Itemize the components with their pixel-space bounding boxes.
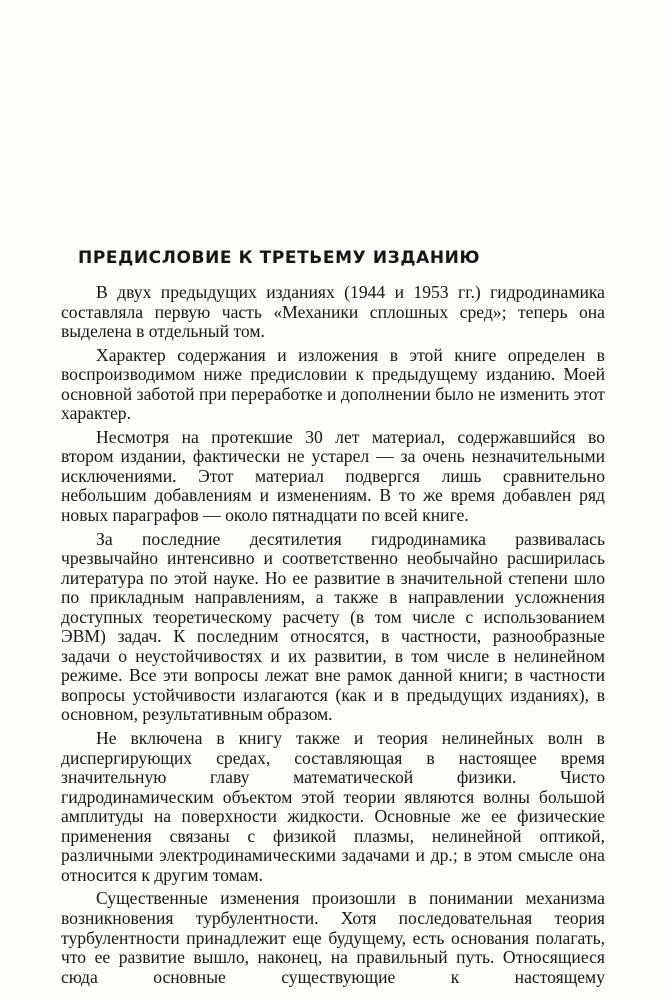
page-title: ПРЕДИСЛОВИЕ К ТРЕТЬЕМУ ИЗДАНИЮ <box>78 248 481 268</box>
paragraph-5: Не включена в книгу также и теория нелинейных волн в диспергирующих средах, составляющая в настоящее время значительную главу математической физики. Чисто гидродинамическим объектом этой теории являются волны большой амплитуды на поверхности жидкости. Основные же ее физические применения связаны с физикой плазмы, нелинейной оптикой, различными электродинамическими задачами и др.; в этом смысле она относится к другим томам. <box>61 728 605 885</box>
paragraph-3: Несмотря на протекшие 30 лет материал, содержавшийся во втором издании, фактически не устарел — за очень незначительными исключениями. Этот материал подвергся лишь сравнительно небольшим добавлениям и изменениям. В то же время добавлен ряд новых параграфов — около пятнадцати по всей книге. <box>61 426 605 526</box>
paragraph-1: В двух предыдущих изданиях (1944 и 1953 гг.) гидродинамика составляла первую часть «Механики сплошных сред»; теперь она выделена в отдельный том. <box>61 282 605 342</box>
paragraph-6: Существенные изменения произошли в понимании механизма возникновения турбулентности. Хотя последовательная теория турбулентности принадлежит еще будущему, есть основания полагать, что ее развитие вышло, наконец, на правильный путь. Относящиеся сюда основные существующие к настоящему <box>61 888 605 987</box>
preface-body <box>61 283 605 991</box>
paragraph-4: За последние десятилетия гидродинамика развивалась чрезвычайно интенсивно и соответственно необычайно расширилась литература по этой науке. Но ее развитие в значительной степени шло по прикладным направлениям, а также в направлении усложнения доступных теоретическому расчету (в том числе с использованием ЭВМ) задач. К последним относятся, в частности, разнообразные задачи о неустойчивостях и их развитии, в том числе в нелинейном режиме. Все эти вопросы лежат вне рамок данной книги; в частности вопросы устойчивости излагаются (как и в предыдущих изданиях), в основном, результативным образом. <box>61 528 605 725</box>
paragraph-2: Характер содержания и изложения в этой книге определен в воспроизводимом ниже предисловии к предыдущему изданию. Моей основной заботой при переработке и дополнении было не изменить этот характер. <box>61 344 605 424</box>
